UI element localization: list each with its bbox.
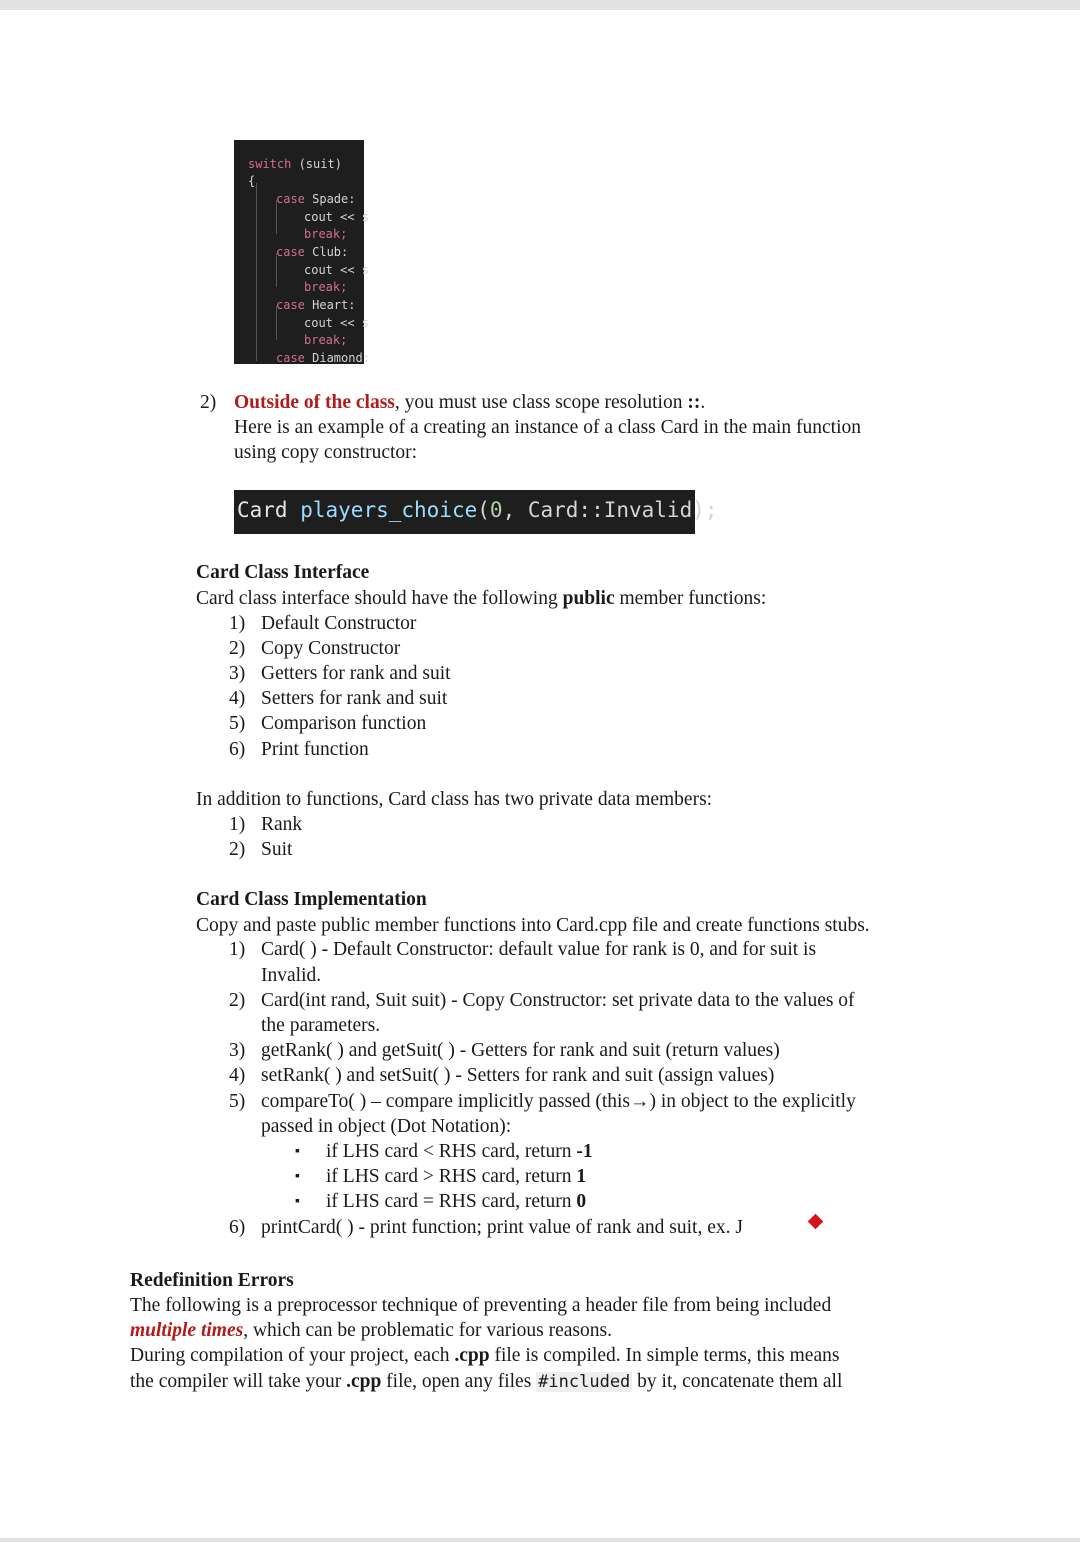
code-line: cout << s bbox=[304, 263, 370, 277]
redefinition-line-4: the compiler will take your .cpp file, open any files #included by it, concatenate them all bbox=[130, 1371, 843, 1392]
bullet-icon: ▪ bbox=[295, 1169, 300, 1184]
redefinition-line-3: During compilation of your project, each .cpp file is compiled. In simple terms, this means bbox=[130, 1345, 840, 1366]
list-item: Comparison function bbox=[261, 713, 427, 734]
list-number: 4) bbox=[229, 1065, 246, 1086]
interface-intro: Card class interface should have the following public member functions: bbox=[196, 588, 767, 609]
sub-bullet-item: if LHS card < RHS card, return -1 bbox=[326, 1141, 593, 1162]
copy-constructor-code-image bbox=[234, 490, 718, 534]
code-line: break; bbox=[304, 227, 348, 241]
redefinition-heading: Redefinition Errors bbox=[130, 1270, 294, 1291]
list-item: printCard( ) - print function; print value of rank and suit, ex. J bbox=[261, 1217, 743, 1238]
page-bottom-edge bbox=[0, 1538, 1080, 1542]
list-item-cont: the parameters. bbox=[261, 1015, 381, 1036]
list-number: 3) bbox=[229, 1040, 246, 1061]
list-number: 2) bbox=[229, 839, 246, 860]
list-number: 6) bbox=[229, 739, 246, 760]
code-line: switch (suit) bbox=[248, 157, 342, 171]
list-item-cont: Invalid. bbox=[261, 965, 322, 986]
redefinition-line-2: multiple times, which can be problematic for various reasons. bbox=[130, 1320, 612, 1341]
code-line: Card players_choice(0, Card::Invalid); bbox=[237, 498, 718, 522]
code-line: case Spade: bbox=[276, 192, 356, 206]
list-item: Default Constructor bbox=[261, 613, 417, 634]
list-number: 5) bbox=[229, 1091, 246, 1112]
switch-code-image bbox=[234, 140, 370, 365]
list-item: Getters for rank and suit bbox=[261, 663, 451, 684]
list-number: 4) bbox=[229, 688, 246, 709]
bullet-icon: ▪ bbox=[295, 1194, 300, 1209]
code-line: cout << s bbox=[304, 316, 370, 330]
list-item: Setters for rank and suit bbox=[261, 688, 448, 709]
outside-class-line-3: using copy constructor: bbox=[234, 442, 418, 463]
redefinition-line-1: The following is a preprocessor technique of preventing a header file from being included bbox=[130, 1295, 832, 1316]
list-item-cont: passed in object (Dot Notation): bbox=[261, 1116, 512, 1137]
code-line: break; bbox=[304, 333, 348, 347]
list-item: getRank( ) and getSuit( ) - Getters for rank and suit (return values) bbox=[261, 1040, 780, 1061]
list-item: Rank bbox=[261, 814, 303, 835]
code-line: break; bbox=[304, 280, 348, 294]
list-item: Print function bbox=[261, 739, 369, 760]
code-line: case Heart: bbox=[276, 298, 356, 312]
list-number: 3) bbox=[229, 663, 246, 684]
outside-class-line-2: Here is an example of a creating an instance of a class Card in the main function bbox=[234, 417, 862, 438]
list-item: compareTo( ) – compare implicitly passed (this→) in object to the explicitly bbox=[261, 1091, 856, 1112]
code-line: case Club: bbox=[276, 245, 349, 259]
sub-bullet-item: if LHS card > RHS card, return 1 bbox=[326, 1166, 587, 1187]
list-number: 2) bbox=[200, 392, 217, 413]
list-number: 6) bbox=[229, 1217, 246, 1238]
list-number: 5) bbox=[229, 713, 246, 734]
inline-code: #included bbox=[538, 1372, 631, 1392]
bullet-icon: ▪ bbox=[295, 1144, 300, 1159]
list-item: setRank( ) and setSuit( ) - Setters for rank and suit (assign values) bbox=[261, 1065, 775, 1086]
list-number: 1) bbox=[229, 814, 246, 835]
private-intro: In addition to functions, Card class has two private data members: bbox=[196, 789, 713, 810]
document-page bbox=[0, 10, 1080, 1538]
sub-bullet-item: if LHS card = RHS card, return 0 bbox=[326, 1191, 587, 1212]
implementation-intro: Copy and paste public member functions into Card.cpp file and create functions stubs. bbox=[196, 915, 870, 936]
list-item: Card( ) - Default Constructor: default value for rank is 0, and for suit is bbox=[261, 939, 817, 960]
outside-class-highlight: Outside of the class bbox=[234, 392, 395, 413]
implementation-heading: Card Class Implementation bbox=[196, 889, 427, 910]
code-line: { bbox=[248, 174, 256, 188]
code-line: case Diamond: bbox=[276, 351, 370, 365]
interface-heading: Card Class Interface bbox=[196, 562, 370, 583]
list-number: 2) bbox=[229, 638, 246, 659]
indent-guide bbox=[256, 183, 257, 361]
diamond-suit-icon bbox=[808, 1214, 824, 1230]
list-number: 1) bbox=[229, 613, 246, 634]
outside-class-line: Outside of the class, you must use class scope resolution ::. bbox=[234, 392, 706, 413]
list-item: Suit bbox=[261, 839, 293, 860]
list-item: Copy Constructor bbox=[261, 638, 401, 659]
code-line: cout << s bbox=[304, 210, 370, 224]
list-number: 2) bbox=[229, 990, 246, 1011]
list-number: 1) bbox=[229, 939, 246, 960]
list-item: Card(int rand, Suit suit) - Copy Constructor: set private data to the values of bbox=[261, 990, 855, 1011]
